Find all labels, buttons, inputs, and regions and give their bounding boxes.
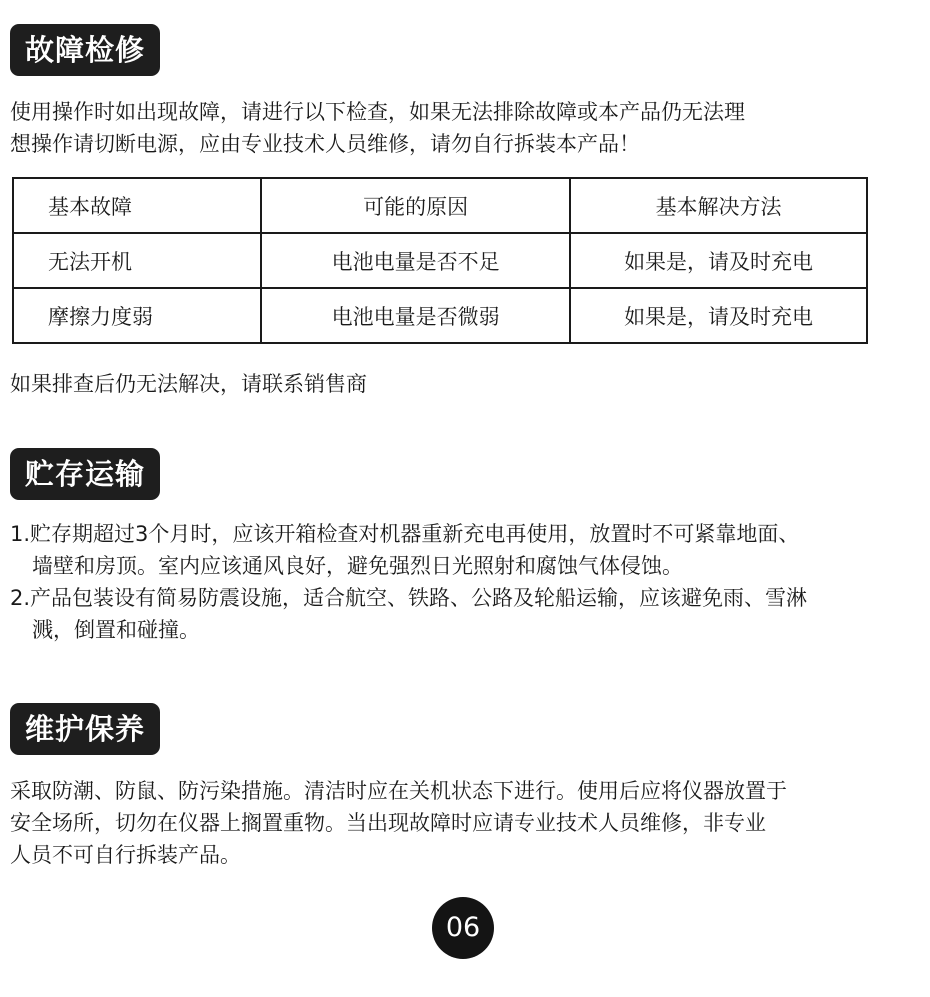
intro-line: 使用操作时如出现故障，请进行以下检查，如果无法排除故障或本产品仍无法理	[10, 100, 745, 124]
maintenance-heading: 维护保养	[10, 703, 160, 755]
table-row	[13, 233, 867, 288]
page-number-badge: 06	[432, 897, 494, 959]
list-item	[10, 582, 915, 646]
table-row	[13, 288, 867, 343]
maintenance-line: 采取防潮、防鼠、防污染措施。清洁时应在关机状态下进行。使用后应将仪器放置于	[10, 779, 787, 803]
table-cell: 电池电量是否不足	[261, 233, 570, 288]
list-item	[10, 518, 915, 582]
table-cell: 无法开机	[13, 233, 261, 288]
troubleshooting-heading: 故障检修	[10, 24, 160, 76]
table-cell: 如果是，请及时充电	[570, 233, 867, 288]
footer-note-text: 如果排查后仍无法解决，请联系销售商	[10, 372, 367, 396]
troubleshooting-intro	[10, 96, 915, 160]
table-cell: 如果是，请及时充电	[570, 288, 867, 343]
troubleshooting-footer-note	[10, 368, 915, 400]
storage-list	[10, 518, 915, 646]
table-cell: 电池电量是否微弱	[261, 288, 570, 343]
table-header-cell: 基本故障	[13, 178, 261, 233]
storage-heading: 贮存运输	[10, 448, 160, 500]
list-item-text: 2.产品包装设有简易防震设施，适合航空、铁路、公路及轮船运输，应该避免雨、雪淋	[10, 586, 808, 610]
list-item-text: 1.贮存期超过3个月时，应该开箱检查对机器重新充电再使用，放置时不可紧靠地面、	[10, 522, 800, 546]
table-header-cell: 基本解决方法	[570, 178, 867, 233]
maintenance-line: 人员不可自行拆装产品。	[10, 843, 241, 867]
maintenance-line: 安全场所，切勿在仪器上搁置重物。当出现故障时应请专业技术人员维修，非专业	[10, 811, 766, 835]
maintenance-body	[10, 775, 915, 871]
table-header-row	[13, 178, 867, 233]
list-item-continuation: 墙壁和房顶。室内应该通风良好，避免强烈日光照射和腐蚀气体侵蚀。	[32, 554, 683, 578]
list-item-continuation: 溅，倒置和碰撞。	[32, 618, 200, 642]
troubleshooting-table	[12, 177, 868, 344]
intro-line: 想操作请切断电源，应由专业技术人员维修，请勿自行拆装本产品！	[10, 132, 640, 156]
table-header-cell: 可能的原因	[261, 178, 570, 233]
table-cell: 摩擦力度弱	[13, 288, 261, 343]
